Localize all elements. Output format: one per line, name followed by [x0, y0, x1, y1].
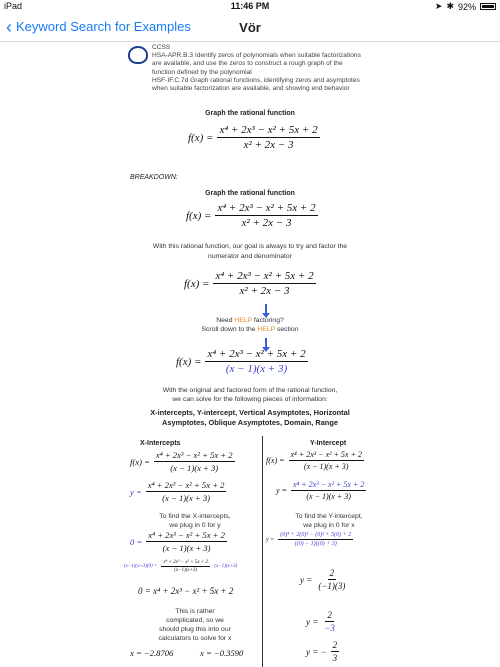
need-text-a: Need — [216, 317, 235, 324]
ccss-line: function defined by the polynomial — [152, 68, 252, 76]
fraction — [217, 124, 319, 151]
numerator: 2 — [327, 610, 332, 620]
fraction — [205, 348, 307, 375]
fraction — [154, 450, 235, 473]
xint-zero — [130, 530, 227, 553]
yint-find-line1: To find the Y-intercept, — [295, 513, 363, 520]
breakdown-function — [186, 202, 318, 229]
numerator: (0)⁴ + 2(0)³ − (0)² + 5(0) + 2 — [280, 532, 352, 538]
fraction — [278, 532, 353, 547]
factored-function — [176, 348, 308, 375]
denominator: (x − 1)(x + 3) — [170, 463, 219, 473]
denominator: (x − 1)(x + 3) — [306, 492, 351, 501]
nav-title: Vör — [239, 20, 261, 35]
xint-fx — [130, 450, 235, 473]
fx-label: f(x) = — [186, 209, 212, 222]
y-label: y = − — [306, 646, 327, 657]
cloud-icon — [128, 46, 148, 64]
y-label: y = — [130, 486, 142, 497]
zero-label: 0 = — [130, 536, 143, 547]
pieces-line1: X-intercepts, Y-intercept, Vertical Asymptotes, Horizontal — [150, 408, 350, 417]
denominator: (x − 1)(x + 3) — [162, 543, 211, 553]
xint-find-line1: To find the X-intercepts, — [159, 513, 231, 520]
numerator: x⁴ + 2x³ − x² + 5x + 2 — [215, 270, 314, 282]
denominator: x² + 2x − 3 — [243, 139, 294, 151]
battery-percent: 92% — [457, 1, 476, 12]
status-right — [435, 1, 496, 12]
denominator: (x−1)(x+3) — [174, 568, 198, 573]
numerator: 2 — [329, 568, 335, 578]
fraction — [289, 450, 364, 471]
goal-text-line2: numerator and denominator — [208, 253, 292, 260]
scroll-text-b: section — [275, 326, 299, 333]
yint-step3 — [306, 640, 339, 663]
lesson-content — [0, 42, 500, 667]
fx-label: f(x) = — [130, 456, 150, 467]
main-function — [188, 124, 320, 151]
fraction — [146, 480, 227, 503]
xint-multiply — [124, 560, 237, 573]
need-text-b: factoring? — [252, 317, 284, 324]
graph-heading: Graph the rational function — [205, 110, 295, 117]
complicated-line4: calculators to solve for x — [158, 635, 232, 642]
fraction — [215, 202, 317, 229]
ccss-line: when suitable factorization are available, and showing end behavior — [152, 85, 350, 93]
yint-y — [276, 480, 366, 501]
xint-find-line2: we plug in 0 for y — [169, 522, 221, 529]
fraction — [161, 560, 210, 573]
fraction — [146, 530, 227, 553]
numerator: x⁴ + 2x³ − x² + 5x + 2 — [147, 480, 225, 490]
denominator: x² + 2x − 3 — [241, 217, 292, 229]
fx-label: f(x) = — [184, 277, 210, 290]
graph-heading-2: Graph the rational function — [205, 190, 295, 197]
xint-root-1: x = −2.8706 — [130, 648, 174, 658]
yint-step2 — [306, 610, 337, 633]
scroll-text-a: Scroll down to the — [201, 326, 258, 333]
back-button-label: Keyword Search for Examples — [16, 19, 191, 34]
multiply-right: · (x−1)(x+3) — [211, 564, 238, 569]
goal-text-line1: With this rational function, our goal is always to try and factor the — [152, 243, 348, 250]
battery-icon — [480, 3, 496, 10]
numerator: 2 — [332, 640, 338, 650]
status-bar — [0, 0, 500, 12]
numerator: x⁴ + 2x³ − x² + 5x + 2 — [148, 530, 225, 540]
fraction — [213, 270, 315, 297]
numerator: x⁴ + 2x³ − x² + 5x + 2 — [163, 560, 208, 565]
denominator: ((0) − 1)((0) + 3) — [294, 541, 337, 547]
denominator: (−1)(3) — [318, 581, 346, 591]
original-text-line2: we can solve for the following pieces of information: — [172, 396, 328, 403]
column-divider — [262, 436, 263, 667]
xint-y — [130, 480, 226, 503]
yint-fx — [266, 450, 364, 471]
yint-find-line2: we plug in 0 for x — [303, 522, 355, 529]
numerator: x⁴ + 2x³ − x² + 5x + 2 — [290, 450, 362, 459]
fraction — [322, 610, 337, 633]
down-arrow-icon — [265, 304, 267, 314]
denominator: −3 — [324, 623, 335, 633]
status-time: 11:46 PM — [230, 1, 270, 11]
factored-denominator: (x − 1)(x + 3) — [225, 363, 288, 375]
complicated-line1: This is rather — [175, 608, 215, 615]
xint-heading: X-Intercepts — [140, 440, 181, 447]
denominator: (x − 1)(x + 3) — [162, 493, 211, 503]
y-label: y = — [266, 536, 275, 543]
ccss-line: HSF-IF.C.7d Graph rational functions, identifying zeros and asymptotes — [152, 76, 360, 84]
fraction — [316, 568, 347, 591]
fraction — [291, 480, 366, 501]
device-label: iPad — [4, 1, 23, 11]
xint-polynomial: 0 = x⁴ + 2x³ − x² + 5x + 2 — [138, 586, 234, 596]
numerator: x⁴ + 2x³ − x² + 5x + 2 — [219, 124, 318, 136]
denominator: x² + 2x − 3 — [239, 285, 290, 297]
help-link[interactable]: HELP — [234, 317, 253, 324]
yint-substitution — [266, 532, 353, 547]
denominator: 3 — [332, 653, 338, 663]
multiply-left: (x−1)(x+3)(0) = — [124, 564, 158, 569]
y-label: y = — [306, 616, 319, 627]
breakdown-label: BREAKDOWN: — [130, 174, 178, 181]
yint-step1 — [300, 568, 347, 591]
denominator: (x − 1)(x + 3) — [303, 462, 349, 471]
yint-heading: Y-Intercept — [310, 440, 347, 447]
bluetooth-icon: ✱ — [446, 1, 454, 11]
chevron-left-icon: ‹ — [6, 16, 12, 37]
xint-root-2: x = −0.3590 — [200, 648, 244, 658]
ccss-line: HSA-APR.B.3 Identify zeros of polynomials when suitable factorizations — [152, 52, 361, 60]
y-label: y = — [300, 574, 313, 585]
need-help-text — [0, 316, 500, 325]
complicated-line3: should plug this into our — [159, 626, 231, 633]
ccss-standards — [152, 44, 412, 93]
fraction — [331, 640, 340, 663]
numerator: x⁴ + 2x³ − x² + 5x + 2 — [155, 450, 233, 460]
factor-function — [184, 270, 316, 297]
help-link[interactable]: HELP — [257, 326, 276, 333]
complicated-line2: complicated, so we — [166, 617, 224, 624]
numerator: x⁴ + 2x³ − x² + 5x + 2 — [207, 348, 306, 360]
original-text-line1: With the original and factored form of the rational function, — [162, 387, 338, 394]
location-icon: ➤ — [434, 1, 443, 11]
fx-label: f(x) = — [176, 355, 202, 368]
numerator: x⁴ + 2x³ − x² + 5x + 2 — [292, 480, 365, 489]
navigation-bar — [0, 12, 500, 42]
numerator: x⁴ + 2x³ − x² + 5x + 2 — [217, 202, 316, 214]
down-arrow-icon — [265, 338, 267, 348]
pieces-line2: Asymptotes, Oblique Asymptotes, Domain, Range — [162, 418, 338, 427]
ccss-line: CCSS — [152, 44, 171, 51]
fx-label: f(x) = — [266, 456, 285, 465]
fx-label: f(x) = — [188, 131, 214, 144]
y-label: y = — [276, 486, 287, 495]
ccss-line: are available, and use the zeros to construct a rough graph of the — [152, 60, 343, 68]
scroll-help-text — [0, 325, 500, 334]
